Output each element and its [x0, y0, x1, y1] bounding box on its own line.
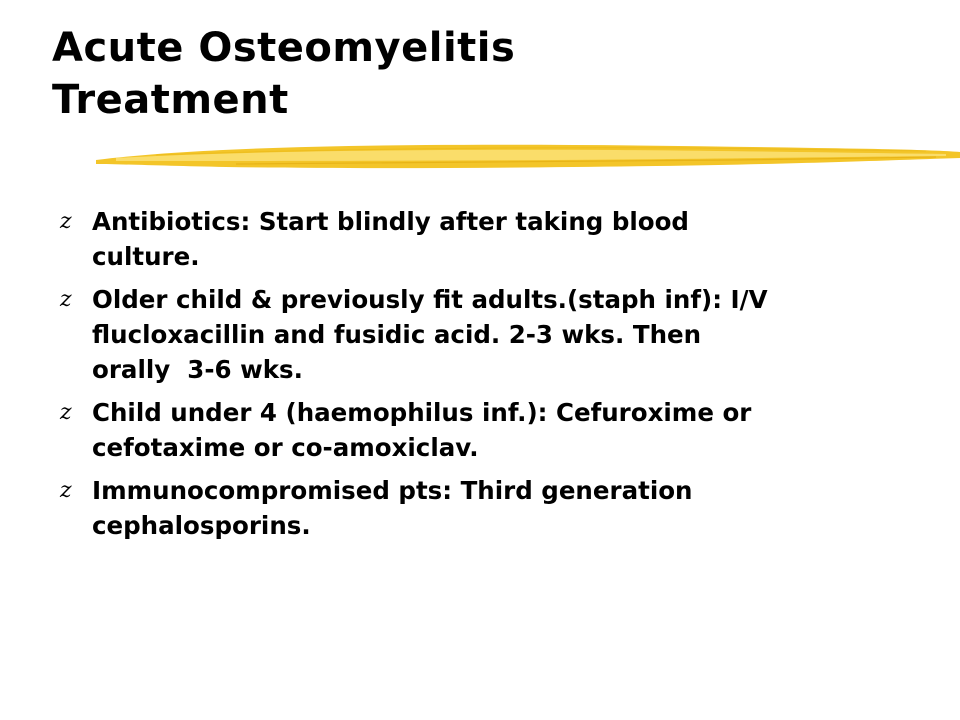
- bullet-item: [60, 473, 910, 543]
- bullet-list: [60, 204, 910, 551]
- bullet-line: cephalosporins.: [92, 511, 311, 540]
- bullet-line: cefotaxime or co-amoxiclav.: [92, 433, 479, 462]
- bullet-line: Antibiotics: Start blindly after taking blood: [92, 207, 689, 236]
- z-bullet-icon: z: [60, 478, 72, 503]
- title-line: Treatment: [52, 77, 289, 123]
- bullet-line: flucloxacillin and fusidic acid. 2-3 wks. Then: [92, 320, 702, 349]
- bullet-item: [60, 282, 910, 387]
- z-bullet-icon: z: [60, 287, 72, 312]
- bullet-item: [60, 204, 910, 274]
- bullet-item: [60, 395, 910, 465]
- bullet-line: Child under 4 (haemophilus inf.): Cefuroxime or: [92, 398, 752, 427]
- bullet-line: orally 3-6 wks.: [92, 355, 303, 384]
- z-bullet-icon: z: [60, 400, 72, 425]
- title-underline-brushstroke: [96, 134, 960, 178]
- title-line: Acute Osteomyelitis: [52, 25, 516, 71]
- bullet-line: Older child & previously fit adults.(staph inf): I/V: [92, 285, 768, 314]
- bullet-line: culture.: [92, 242, 200, 271]
- slide-title: [52, 22, 912, 126]
- z-bullet-icon: z: [60, 209, 72, 234]
- bullet-line: Immunocompromised pts: Third generation: [92, 476, 693, 505]
